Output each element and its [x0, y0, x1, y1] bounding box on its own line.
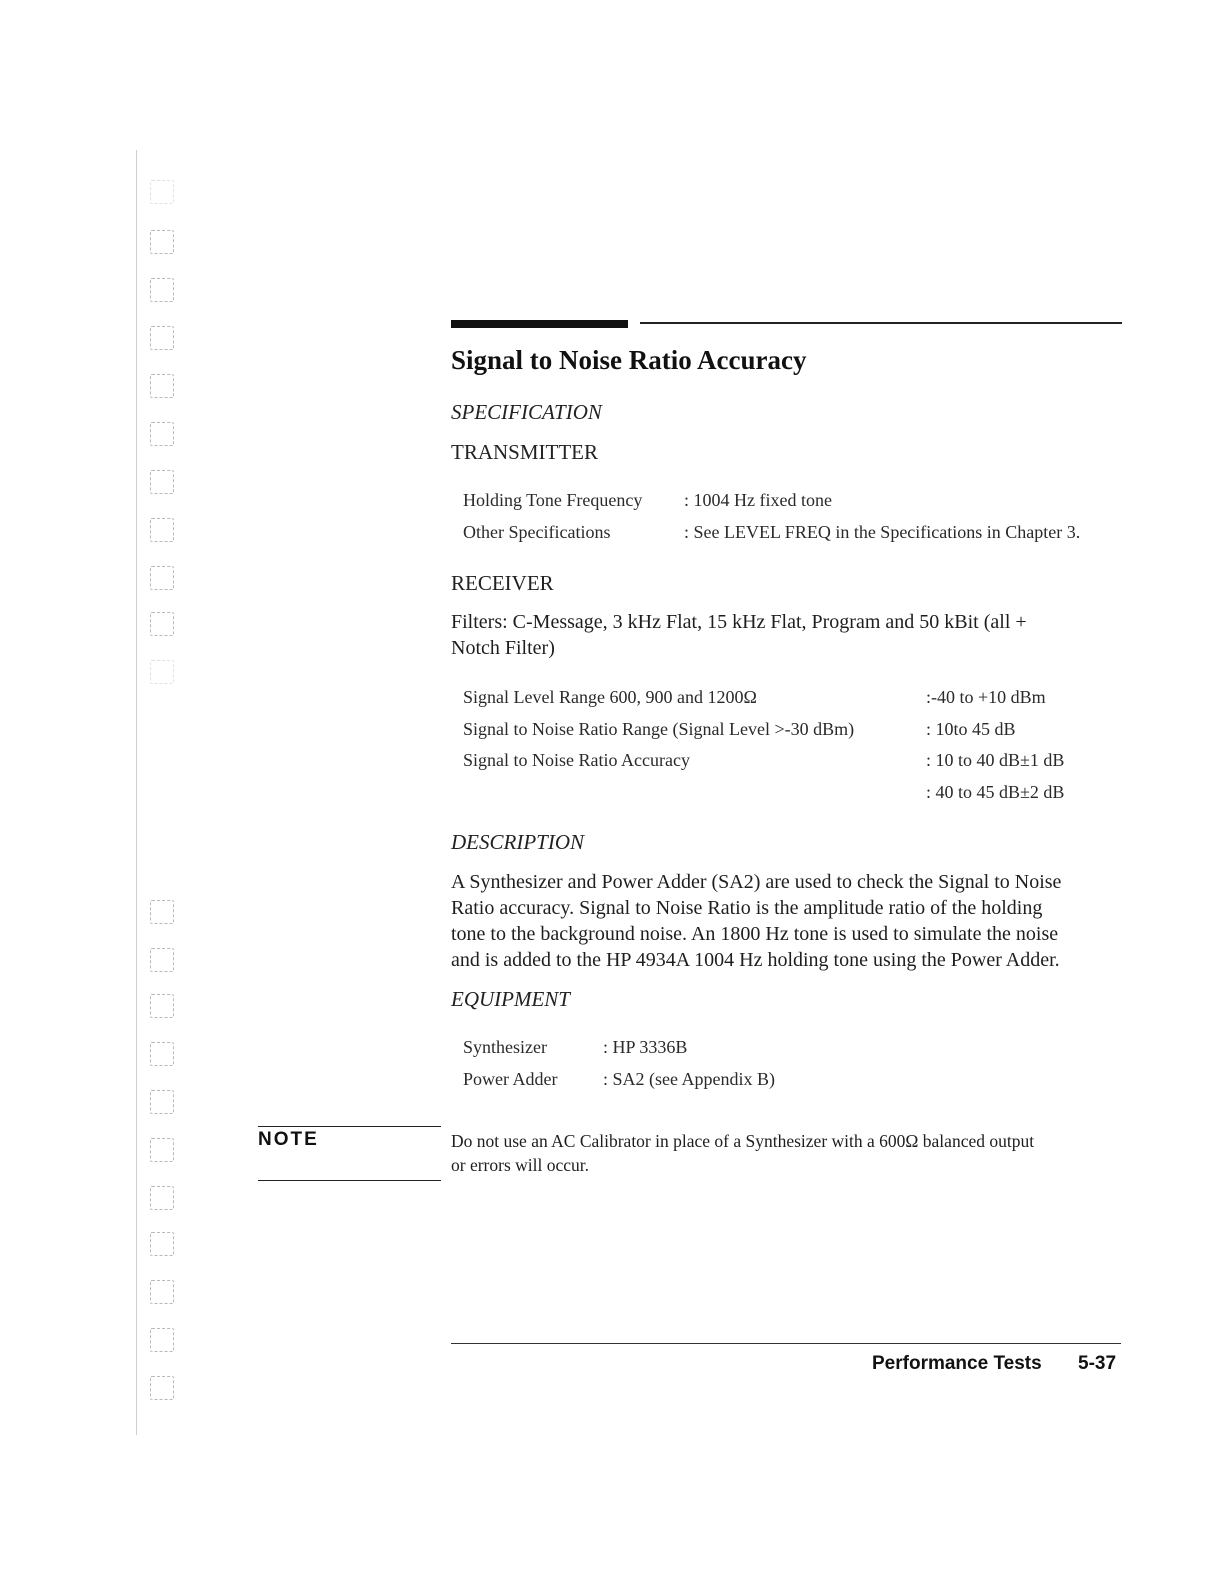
receiver-spec-value: :-40 to +10 dBm: [926, 687, 1046, 707]
page-number: 5-37: [1078, 1353, 1117, 1374]
binder-hole: [150, 470, 174, 494]
section-rule-thick: [451, 320, 628, 328]
binder-hole: [150, 1328, 174, 1352]
footer-rule: [451, 1343, 1121, 1344]
description-heading: DESCRIPTION: [451, 830, 584, 854]
binder-hole: [150, 1280, 174, 1304]
receiver-spec-label: Signal Level Range 600, 900 and 1200Ω: [463, 687, 757, 707]
binder-holes: [150, 180, 176, 1410]
equipment-label: Synthesizer: [463, 1037, 547, 1057]
transmitter-spec-value: : 1004 Hz fixed tone: [684, 490, 832, 510]
binder-hole: [150, 1090, 174, 1114]
receiver-spec-label: Signal to Noise Ratio Accuracy: [463, 750, 690, 770]
note-text-line: Do not use an AC Calibrator in place of a Synthesizer with a 600Ω balanced output: [451, 1131, 1035, 1151]
receiver-spec-label: Signal to Noise Ratio Range (Signal Level >-30 dBm): [463, 719, 855, 739]
note-rule-bottom: [258, 1180, 441, 1181]
binder-hole: [150, 1138, 174, 1162]
binder-hole: [150, 660, 174, 684]
equipment-heading: EQUIPMENT: [451, 987, 570, 1011]
binder-hole: [150, 230, 174, 254]
binder-hole: [150, 612, 174, 636]
binder-hole: [150, 1186, 174, 1210]
binder-hole: [150, 374, 174, 398]
transmitter-spec-value: : See LEVEL FREQ in the Specifications in Chapter 3.: [684, 522, 1081, 542]
binder-hole: [150, 422, 174, 446]
equipment-label: Power Adder: [463, 1069, 558, 1089]
binder-hole: [150, 900, 174, 924]
transmitter-spec-label: Other Specifications: [463, 522, 611, 542]
note-label: NOTE: [258, 1129, 319, 1150]
receiver-filters-line: Notch Filter): [451, 637, 555, 659]
binder-hole: [150, 1042, 174, 1066]
receiver-spec-value: : 40 to 45 dB±2 dB: [926, 782, 1065, 802]
footer-section-title: Performance Tests: [872, 1353, 1042, 1374]
binder-hole: [150, 518, 174, 542]
note-rule-top: [258, 1126, 441, 1127]
equipment-value: : SA2 (see Appendix B): [603, 1069, 775, 1089]
binder-hole: [150, 180, 174, 204]
transmitter-heading: TRANSMITTER: [451, 440, 598, 464]
section-title: Signal to Noise Ratio Accuracy: [451, 345, 807, 375]
specification-heading: SPECIFICATION: [451, 400, 602, 424]
description-line: tone to the background noise. An 1800 Hz tone is used to simulate the noise: [451, 923, 1059, 945]
receiver-spec-value: : 10 to 40 dB±1 dB: [926, 750, 1065, 770]
equipment-value: : HP 3336B: [603, 1037, 688, 1057]
binder-hole: [150, 278, 174, 302]
receiver-heading: RECEIVER: [451, 571, 554, 595]
description-line: A Synthesizer and Power Adder (SA2) are used to check the Signal to Noise: [451, 871, 1062, 893]
binder-hole: [150, 1376, 174, 1400]
binder-hole: [150, 1232, 174, 1256]
section-rule-thin: [640, 322, 1122, 324]
note-text-line: or errors will occur.: [451, 1155, 590, 1175]
transmitter-spec-label: Holding Tone Frequency: [463, 490, 643, 510]
binder-hole: [150, 994, 174, 1018]
receiver-filters-line: Filters: C-Message, 3 kHz Flat, 15 kHz Flat, Program and 50 kBit (all +: [451, 611, 1027, 633]
binder-hole: [150, 948, 174, 972]
description-line: Ratio accuracy. Signal to Noise Ratio is the amplitude ratio of the holding: [451, 897, 1043, 919]
description-line: and is added to the HP 4934A 1004 Hz holding tone using the Power Adder.: [451, 949, 1060, 971]
receiver-spec-value: : 10to 45 dB: [926, 719, 1016, 739]
binder-hole: [150, 326, 174, 350]
binder-hole: [150, 566, 174, 590]
binder-edge-line: [136, 150, 137, 1435]
